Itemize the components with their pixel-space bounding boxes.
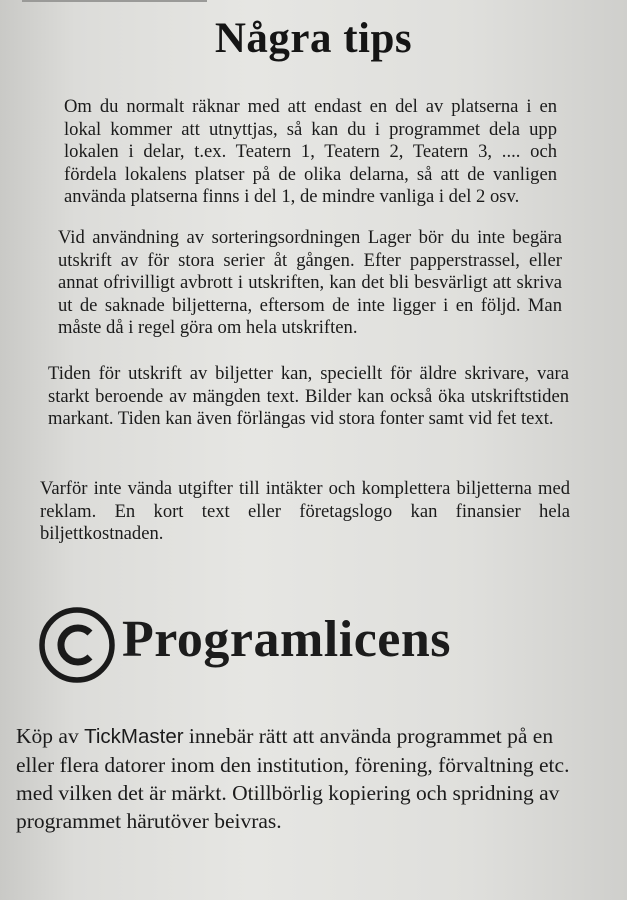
copyright-icon bbox=[38, 606, 116, 684]
license-text-intro: Köp av bbox=[16, 724, 85, 748]
brand-name: TickMaster bbox=[84, 725, 184, 748]
tip-paragraph-4: Varför inte vända utgifter till intäkter och komplettera biljetterna med reklam. En kort text eller företagslogo kan finansier hela biljettkostnaden. bbox=[40, 478, 570, 544]
license-text bbox=[16, 722, 591, 835]
tips-title: Några tips bbox=[214, 15, 413, 62]
license-text-body: innebär rätt att använda programmet på en eller flera datorer inom den institution, förening, förvaltning etc. med vilken det är märkt. Otillbörlig kopiering och spridning av programmet härutöver beivras. bbox=[16, 724, 570, 833]
top-divider bbox=[22, 0, 207, 2]
tip-paragraph-1: Om du normalt räknar med att endast en del av platserna i en lokal kommer att utnyttjas, så kan du i programmet dela upp lokalen i delar, t.ex. Teatern 1, Teatern 2, Teatern 3, .... och fördela lokalens platser på de olika delarna, så att de vanligen använda platserna finns i del 1, de mindre vanliga i del 2 osv. bbox=[64, 96, 557, 207]
tip-paragraph-3: Tiden för utskrift av biljetter kan, speciellt för äldre skrivare, vara starkt beroende av mängden text. Bilder kan också öka utskriftstiden markant. Tiden kan även förlängas vid stora fonter samt vid fet text. bbox=[48, 363, 569, 429]
license-title: Programlicens bbox=[122, 611, 452, 668]
license-heading bbox=[38, 600, 598, 690]
tip-paragraph-2: Vid användning av sorteringsordningen Lager bör du inte begära utskrift av för stora serier åt gången. Efter papperstrassel, eller annat ofrivilligt avbrott i utskriften, kan det bli besvärligt att skriva ut de saknade biljetterna, eftersom de inte ligger i en följd. Man måste då i regel göra om hela utskriften. bbox=[58, 227, 562, 338]
